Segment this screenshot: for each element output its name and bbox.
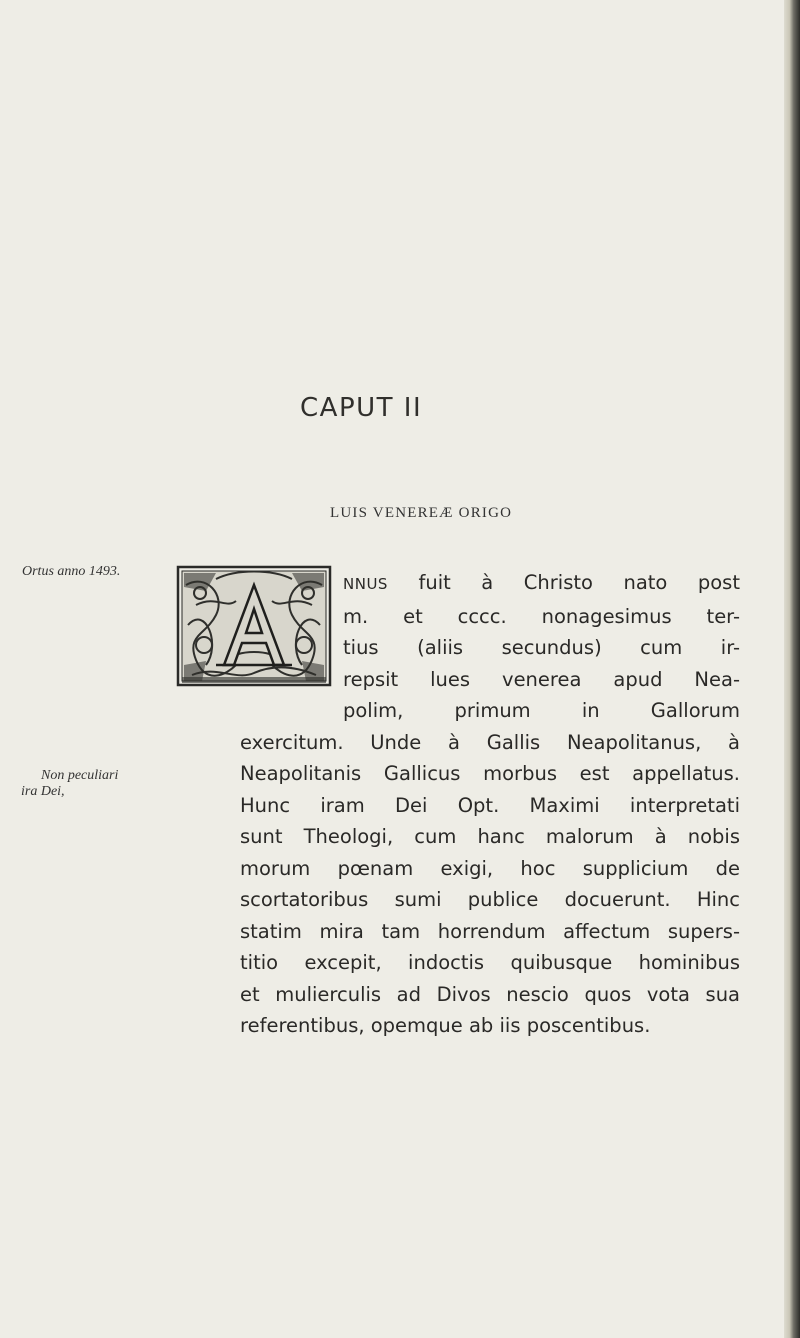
- text-line: scortatoribus sumi publice docuerunt. Hinc: [240, 888, 740, 911]
- text-line: Neapolitanis Gallicus morbus est appellatus.: [240, 762, 740, 785]
- margin-note-line: Non peculiari: [41, 768, 119, 783]
- text-line: referentibus, opemque ab iis poscentibus.: [240, 1014, 651, 1037]
- margin-note-non-peculiari: [21, 768, 119, 800]
- text-line: tius (aliis secundus) cum ir-: [343, 636, 740, 659]
- margin-note-ortus: Ortus anno 1493.: [22, 564, 121, 579]
- text-line: repsit lues venerea apud Nea-: [343, 667, 740, 691]
- small-caps-lead: NNUS: [343, 575, 388, 593]
- text-line: exercitum. Unde à Gallis Neapolitanus, à: [240, 730, 740, 754]
- text-line: [343, 567, 740, 601]
- text-line: morum pœnam exigi, hoc supplicium de: [240, 856, 740, 880]
- text-line: Hunc iram Dei Opt. Maximi interpretati: [240, 793, 740, 817]
- page-binding-edge: [784, 0, 800, 1338]
- text-line: m. et cccc. nonagesimus ter-: [343, 604, 740, 628]
- chapter-title: CAPUT II: [300, 393, 423, 423]
- margin-note-line: ira Dei,: [21, 784, 65, 799]
- text-line: polim, primum in Gallorum: [343, 699, 740, 722]
- chapter-subtitle: LUIS VENEREÆ ORIGO: [330, 505, 513, 521]
- text-line: statim mira tam horrendum affectum supers-: [240, 919, 740, 943]
- text-line: sunt Theologi, cum hanc malorum à nobis: [240, 825, 740, 848]
- text-line: titio excepit, indoctis quibusque hominibus: [240, 951, 740, 974]
- text-fragment: fuit à Christo nato post: [418, 571, 740, 594]
- text-line: et mulierculis ad Divos nescio quos vota sua: [240, 982, 740, 1006]
- body-text: [240, 567, 740, 1042]
